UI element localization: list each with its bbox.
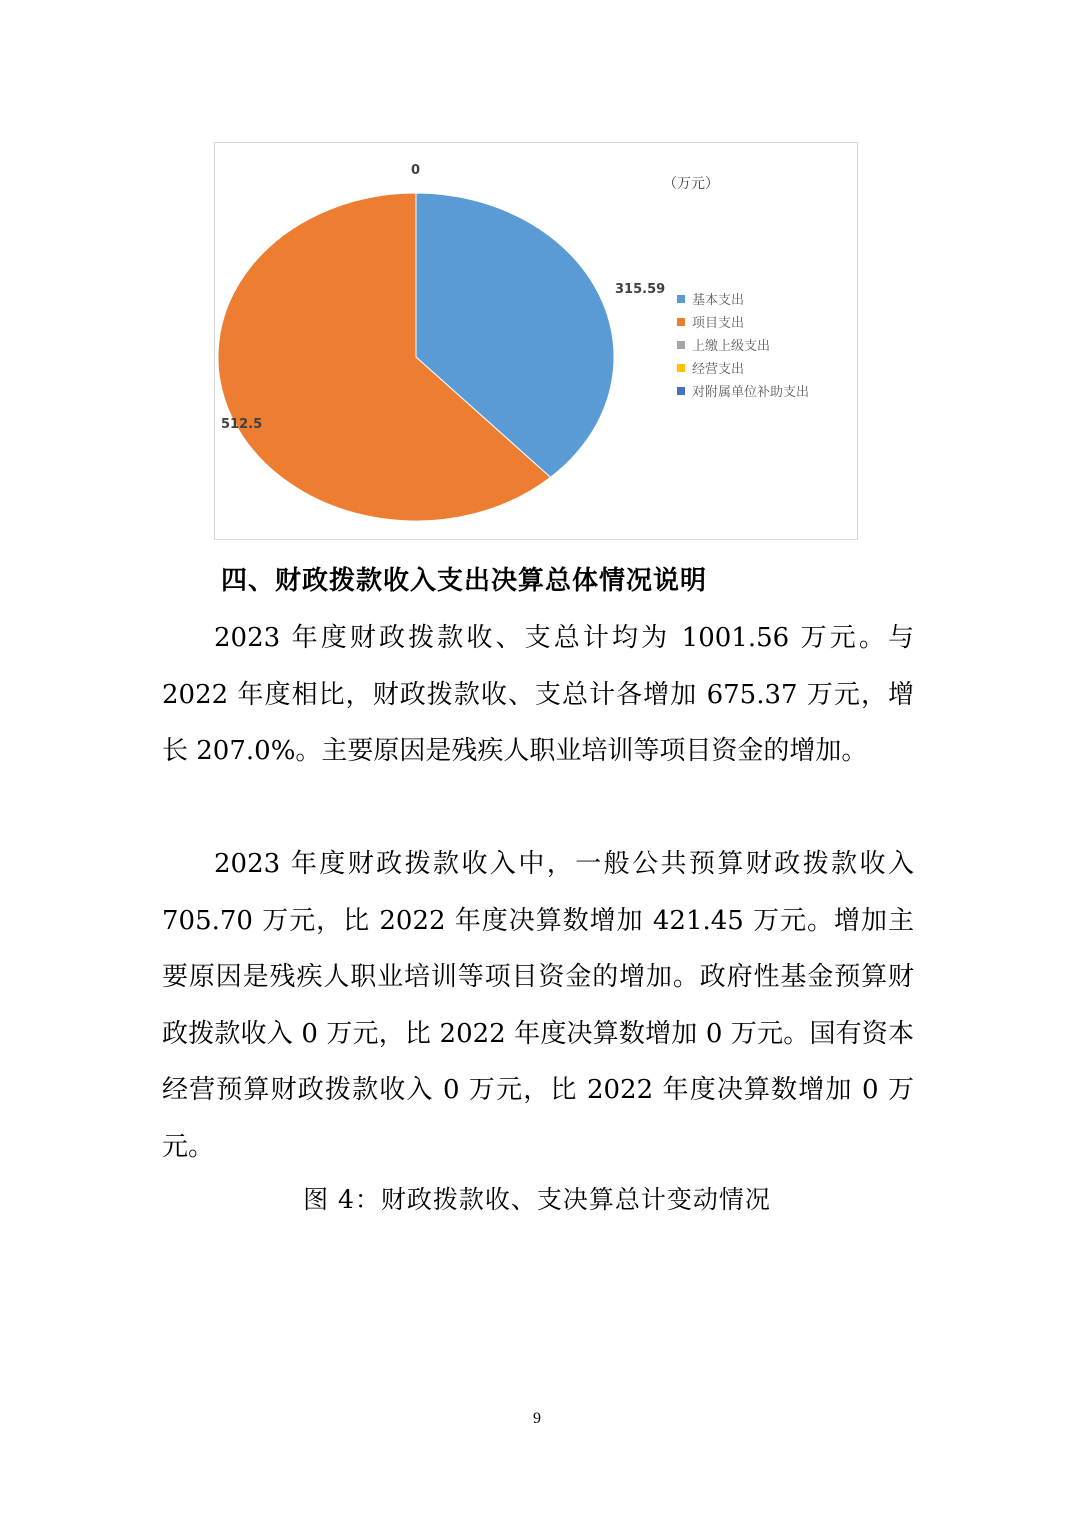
legend-label: 对附属单位补助支出 bbox=[692, 385, 810, 400]
legend-swatch bbox=[677, 341, 685, 349]
pie-chart bbox=[214, 142, 858, 540]
page-number: 9 bbox=[533, 1410, 541, 1427]
data-label-zero: 0 bbox=[411, 163, 421, 178]
legend-swatch bbox=[677, 387, 685, 395]
data-label-basic-expense: 315.59 bbox=[615, 282, 666, 297]
legend-swatch bbox=[677, 295, 685, 303]
legend-item-project-expense bbox=[677, 310, 809, 333]
paragraph-total: 2023 年度财政拨款收、支总计均为 1001.56 万元。与 2022 年度相比，财政拨款收、支总计各增加 675.37 万元，增长 207.0%。主要原因是残疾人职业培训等项目资金的增加。 bbox=[162, 623, 914, 766]
legend-swatch bbox=[677, 318, 685, 326]
legend-item-remit-expense bbox=[677, 333, 809, 356]
section-heading: 四、财政拨款收入支出决算总体情况说明 bbox=[221, 566, 708, 596]
legend-item-operating-expense bbox=[677, 356, 809, 379]
legend-label: 上缴上级支出 bbox=[692, 339, 771, 354]
chart-legend bbox=[677, 287, 809, 402]
figure-caption: 图 4：财政拨款收、支决算总计变动情况 bbox=[303, 1185, 771, 1214]
legend-label: 基本支出 bbox=[692, 293, 745, 308]
paragraph-breakdown: 2023 年度财政拨款收入中，一般公共预算财政拨款收入 705.70 万元，比 2022 年度决算数增加 421.45 万元。增加主要原因是残疾人职业培训等项目资金的增加。政府性基金预算财政拨款收入 0 万元，比 2022 年度决算数增加 0 万元。国有资本经营预算财政拨款收入 0 万元，比 2022 年度决算数增加 0 万元。 bbox=[162, 849, 914, 1162]
data-label-project-expense: 512.5 bbox=[221, 417, 263, 432]
legend-item-subsidy-expense bbox=[677, 379, 809, 402]
legend-label: 经营支出 bbox=[692, 362, 745, 377]
legend-item-basic-expense bbox=[677, 287, 809, 310]
chart-unit-label: （万元） bbox=[663, 176, 719, 192]
legend-label: 项目支出 bbox=[692, 316, 745, 331]
legend-swatch bbox=[677, 364, 685, 372]
